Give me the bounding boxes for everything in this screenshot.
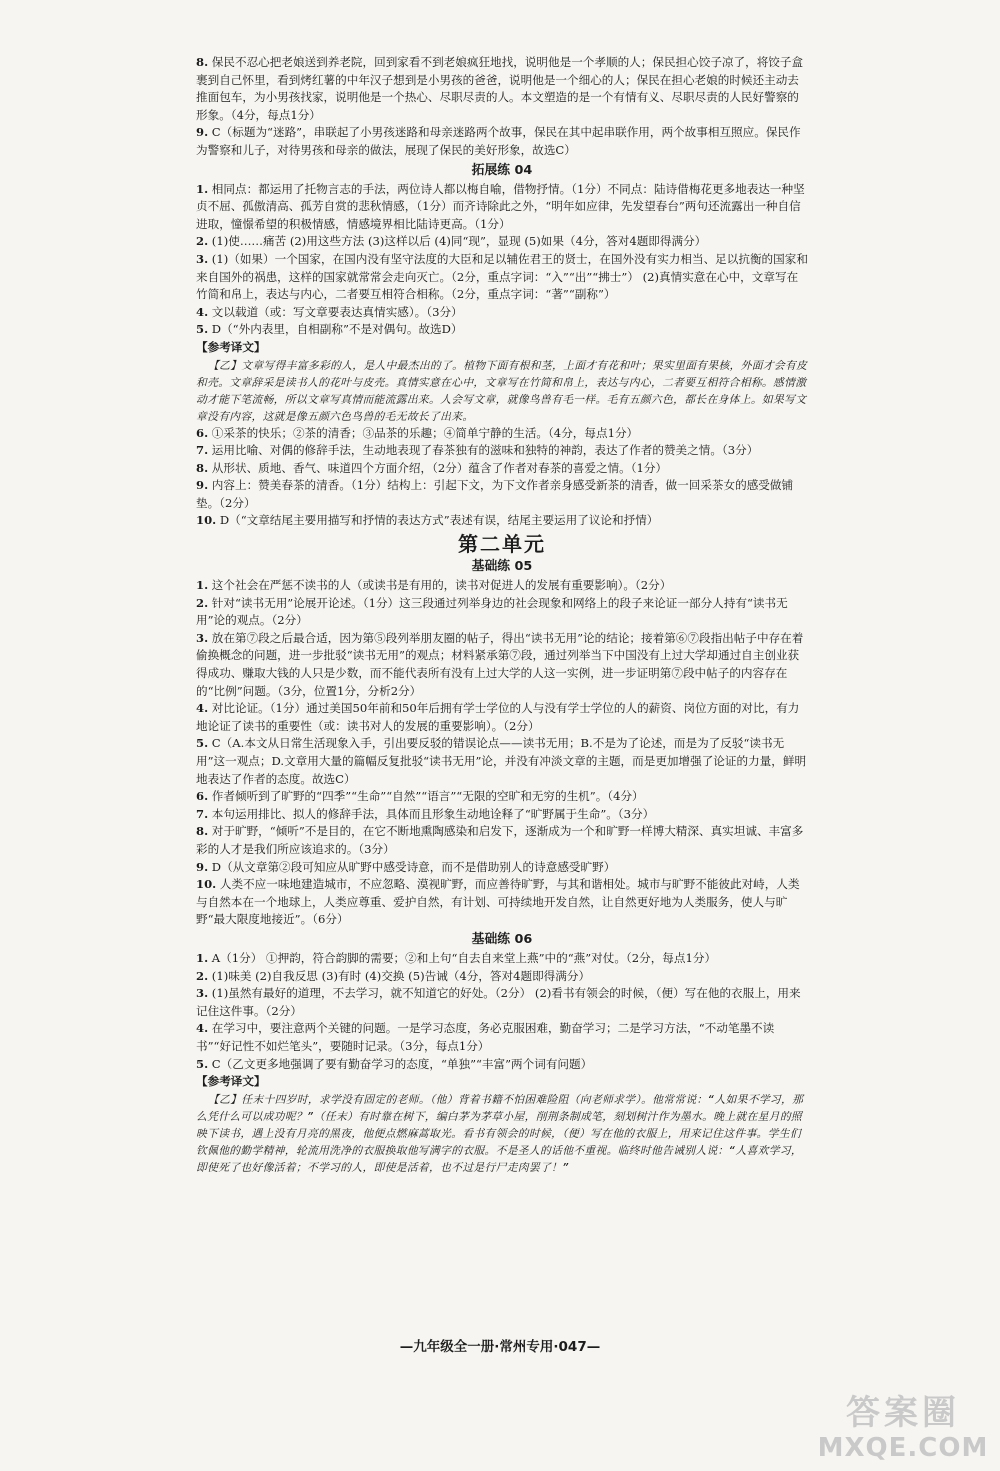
- answer-number: 4.: [196, 701, 209, 716]
- answer-number: 7.: [196, 806, 209, 821]
- answer-number: 8.: [196, 460, 209, 475]
- answer-item: [196, 876, 808, 929]
- answer-number: 9.: [196, 125, 209, 140]
- answer-number: 3.: [196, 986, 209, 1001]
- items-after-ref1: [196, 425, 808, 531]
- answer-number: 9.: [196, 859, 209, 874]
- answer-item: [196, 735, 808, 788]
- answer-number: 1.: [196, 578, 209, 593]
- answer-text: (1)（如果）一个国家，在国内没有坚守法度的大臣和足以辅佐君王的贤士，在国外没有实力相当、足以抗衡的国家和来自国外的祸患，这样的国家就常常会走向灭亡。（2分，重点字词：“入”“出”“拂士”） (2)真情实意在心中，文章写在竹简和帛上，表达与内心，二者要互相符合相称。（2分，重点字词：“著”“副称”）: [196, 251, 808, 302]
- answer-text: ①采茶的快乐；②茶的清香；③品茶的乐趣；④简单宁静的生活。（4分，每点1分）: [211, 425, 639, 440]
- answer-page-content: [196, 54, 808, 1176]
- answer-text: 从形状、质地、香气、味道四个方面介绍，（2分）蕴含了作者对春茶的喜爱之情。（1分）: [211, 460, 668, 475]
- answer-number: 7.: [196, 443, 209, 458]
- answer-item: [196, 304, 808, 322]
- answer-text: 文以载道（或：写文章要表达真情实感）。（3分）: [211, 304, 463, 319]
- answer-text: (1)味美 (2)自我反思 (3)有时 (4)交换 (5)告诫（4分，答对4题即得满分）: [211, 968, 591, 983]
- answer-number: 6.: [196, 425, 209, 440]
- answer-text: D（“外内表里，自相副称”不是对偶句。故选D）: [211, 322, 463, 337]
- section-heading-jichu06: 基础练 06: [471, 931, 533, 947]
- answer-number: 2.: [196, 968, 209, 983]
- answer-number: 8.: [196, 824, 209, 839]
- answer-item: [196, 950, 808, 968]
- page-footer: —九年级全一册·常州专用·047—: [399, 1339, 601, 1355]
- answer-number: 3.: [196, 251, 209, 266]
- answer-item: [196, 1056, 808, 1074]
- answer-text: 放在第⑦段之后最合适，因为第⑤段列举朋友圈的帖子，得出“读书无用”论的结论；接着第⑥⑦段指出帖子中存在着偷换概念的问题，进一步批驳“读书无用”的观点；材料紧承第⑦段，通过列举当下中国没有上过大学却通过自主创业获得成功、赚取大钱的人只是少数，而不能代表所有没有上过大学的人这一实例，进一步证明第⑦段中帖子的内容存在的“比例”问题。（3分，位置1分，分析2分）: [196, 630, 804, 698]
- answer-text: 内容上：赞美春茶的清香。（1分）结构上：引起下文，为下文作者亲身感受新茶的清香，做一回采茶女的感受做铺垫。（2分）: [196, 478, 794, 510]
- answer-item: [196, 630, 808, 700]
- answer-item: [196, 321, 808, 339]
- answer-text: 作者倾听到了旷野的“四季”“生命”“自然”“语言”“无限的空旷和无穷的生机”。（4分）: [211, 789, 644, 804]
- answer-number: 4.: [196, 304, 209, 319]
- answer-number: 5.: [196, 736, 209, 751]
- answer-text: C（乙文更多地强调了要有勤奋学习的态度，“单独”“丰富”两个词有问题）: [211, 1056, 593, 1071]
- answer-item: [196, 233, 808, 251]
- reference-translation-text: 【乙】文章写得丰富多彩的人，是人中最杰出的了。植物下面有根和茎，上面才有花和叶；果实里面有果核，外面才会有皮和壳。文章辞采是读书人的花叶与皮壳。真情实意在心中，文章写在竹简和帛上，表达与内心，二者要互相符合相称。感情激动才能下笔流畅，所以文章写真情而能流露出来。人会写文章，就像鸟兽有毛一样。毛有五颜六色，都长在身体上。如果写文章没有内容，这就是像五颜六色鸟兽的毛无故长了出来。: [196, 358, 808, 423]
- answer-item: [196, 968, 808, 986]
- answer-number: 5.: [196, 322, 209, 337]
- answer-text: 在学习中，要注意两个关键的问题。一是学习态度，务必克服困难，勤奋学习；二是学习方法，“不动笔墨不读书”“好记性不如烂笔头”，要随时记录。（3分，每点1分）: [196, 1021, 775, 1053]
- reference-translation-label-2: 【参考译文】: [196, 1074, 266, 1089]
- answer-number: 10.: [196, 513, 217, 528]
- items-tuozhan: [196, 181, 808, 339]
- answer-number: 10.: [196, 877, 217, 892]
- answer-item: [196, 124, 808, 159]
- answer-text: 相同点：都运用了托物言志的手法，两位诗人都以梅自喻，借物抒情。（1分）不同点：陆诗借梅花更多地表达一种坚贞不屈、孤傲清高、孤芳自赏的悲秋情感，（1分）而齐诗除此之外，“明年如应律，先发望春台”两句还流露出一种自信进取，憧憬希望的积极情感，情感境界相比陆诗更高。（1分）: [196, 181, 805, 231]
- answer-text: D（“文章结尾主要用描写和抒情的表达方式”表述有误，结尾主要运用了议论和抒情）: [219, 513, 659, 528]
- answer-item: [196, 806, 808, 824]
- answer-text: 人类不应一味地建造城市，不应忽略、漠视旷野，而应善待旷野，与其和谐相处。城市与旷野不能彼此对峙，人类与自然本在一个地球上，人类应尊重、爱护自然，有计划、可持续地开发自然，让自然更好地为人类服务，使人与旷野“最大限度地接近”。（6分）: [196, 877, 800, 927]
- answer-item: [196, 460, 808, 478]
- answer-item: [196, 442, 808, 460]
- answer-text: D（从文章第②段可知应从旷野中感受诗意，而不是借助别人的诗意感受旷野）: [211, 859, 616, 874]
- answer-text: 对比论证。（1分）通过美国50年前和50年后拥有学士学位的人与没有学士学位的人的薪资、岗位方面的对比，有力地论证了读书的重要性（或：读书对人的发展的重要影响）。（2分）: [196, 701, 800, 733]
- answer-item: [196, 595, 808, 630]
- answer-number: 1.: [196, 181, 209, 196]
- answer-text: (1)使……痛苦 (2)用这些方法 (3)这样以后 (4)同“现”，显现 (5)如果（4分，答对4题即得满分）: [211, 234, 707, 249]
- watermark-logo-text: 答案圈: [846, 1393, 960, 1433]
- section-heading-tuozhan04: 拓展练 04: [471, 162, 533, 178]
- answer-item: [196, 823, 808, 858]
- answer-item: [196, 577, 808, 595]
- answer-number: 8.: [196, 55, 209, 69]
- answer-item: [196, 985, 808, 1020]
- answer-text: (1)虽然有最好的道理，不去学习，就不知道它的好处。（2分） (2)看书有领会的时候，（便）写在他的衣服上，用来记住这件事。（2分）: [196, 986, 801, 1018]
- answer-number: 5.: [196, 1056, 209, 1071]
- answer-text: C（A.本文从日常生活现象入手，引出要反驳的错误论点——读书无用；B.不是为了论述，而是为了反驳“读书无用”这一观点；D.文章用大量的篇幅反复批驳“读书无用”论，并没有冲淡文章的主题，而是更加增强了论证的力量，鲜明地表达了作者的态度。故选C）: [196, 736, 807, 786]
- items-jichu06: [196, 950, 808, 1073]
- items-jichu05: [196, 577, 808, 929]
- answer-number: 2.: [196, 234, 209, 249]
- answer-item: [196, 181, 808, 234]
- reference-translation-text-2: 【乙】任末十四岁时，求学没有固定的老师。（他）背着书籍不怕困难险阻（向老师求学）。他常常说：“人如果不学习，那么凭什么可以成功呢？”（任末）有时靠在树下，编白茅为茅草小屋，削荆条制成笔，刻划树汁作为墨水。晚上就在星月的照映下读书，遇上没有月亮的黑夜，他便点燃麻蒿取光。看书有领会的时候，（便）写在他的衣服上，用来记住这件事。学生们钦佩他的勤学精神，轮流用洗净的衣服换取他写满字的衣服。不是圣人的话他不重视。临终时他告诫别人说：“人喜欢学习，即使死了也好像活着；不学习的人，即使是活着，也不过是行尸走肉罢了！”: [196, 1092, 804, 1174]
- answer-item: [196, 1020, 808, 1055]
- answer-text: 对于旷野，“倾听”不是目的，在它不断地熏陶感染和启发下，逐渐成为一个和旷野一样博大精深、真实坦诚、丰富多彩的人才是我们所应该追求的。（3分）: [196, 824, 804, 856]
- answer-text: 这个社会在严惩不读书的人（或读书是有用的，读书对促进人的发展有重要影响）。（2分）: [211, 578, 672, 593]
- answer-item: [196, 859, 808, 877]
- answer-text: 本句运用排比、拟人的修辞手法，具体而且形象生动地诠释了“旷野属于生命”。（3分）: [211, 806, 655, 821]
- unit-title: 第二单元: [458, 532, 546, 557]
- watermark-logo: [806, 1393, 1000, 1471]
- answer-number: 1.: [196, 950, 209, 965]
- section-heading-jichu05: 基础练 05: [471, 559, 533, 575]
- answer-text: 针对“读书无用”论展开论述。（1分）这三段通过列举身边的社会现象和网络上的段子来论证一部分人持有“读书无用”论的观点。（2分）: [196, 595, 788, 628]
- answer-item: [196, 700, 808, 735]
- answer-text: C（标题为“迷路”，串联起了小男孩迷路和母亲迷路两个故事，保民在其中起串联作用，两个故事相互照应。保民作为警察和儿子，对待男孩和母亲的做法，展现了保民的美好形象，故选C）: [196, 125, 801, 157]
- answer-number: 4.: [196, 1021, 209, 1036]
- answer-number: 6.: [196, 789, 209, 804]
- answer-number: 3.: [196, 630, 209, 645]
- reference-translation-label: 【参考译文】: [196, 339, 266, 354]
- answer-item: [196, 425, 808, 443]
- answer-item: [196, 477, 808, 512]
- answer-text: 保民不忍心把老娘送到养老院，回到家看不到老娘疯狂地找，说明他是一个孝顺的人；保民担心饺子凉了，将饺子盒裹到自己怀里，看到烤红薯的中年汉子想到是小男孩的爸爸，说明他是一个细心的人；保民在担心老娘的时候还主动去推面包车，为小男孩找家，说明他是一个热心、尽职尽责的人。本文塑造的是一个有情有义、尽职尽责的人民好警察的形象。（4分，每点1分）: [196, 55, 804, 122]
- answer-item: [196, 54, 808, 124]
- answer-item: [196, 512, 808, 530]
- answer-item: [196, 788, 808, 806]
- answer-number: 2.: [196, 595, 209, 610]
- watermark-site-text: MXQE.COM: [817, 1433, 989, 1463]
- answer-text: 运用比喻、对偶的修辞手法，生动地表现了春茶独有的滋味和独特的神韵，表达了作者的赞美之情。（3分）: [211, 443, 759, 458]
- answer-item: [196, 251, 808, 304]
- answer-text: A（1分） ①押韵，符合韵脚的需要；②和上句“自去自来堂上燕”中的“燕”对仗。（2分，每点1分）: [211, 950, 717, 965]
- answer-number: 9.: [196, 478, 209, 493]
- items-top: [196, 54, 808, 160]
